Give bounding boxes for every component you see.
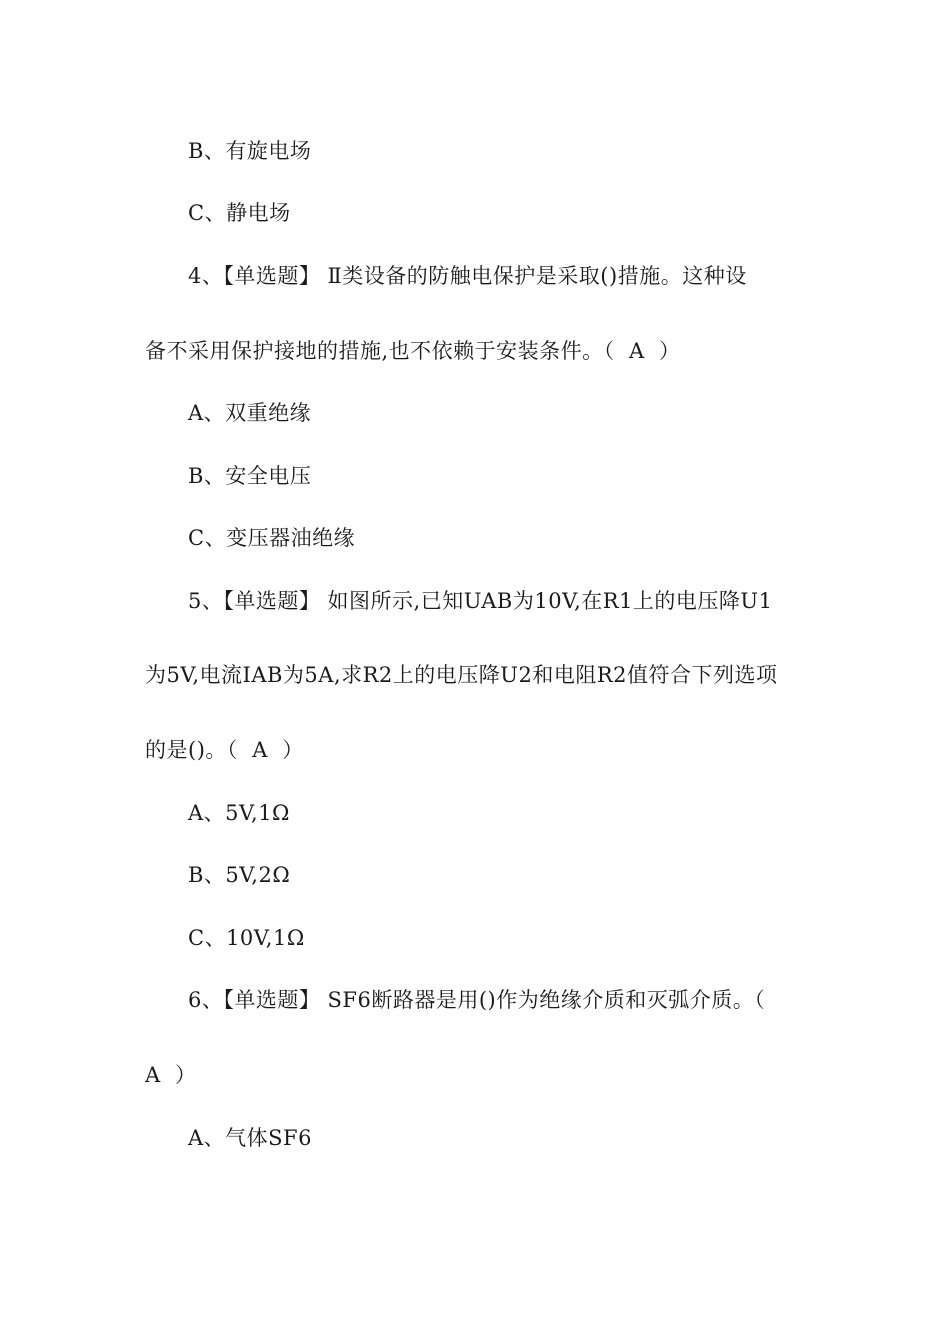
q3-option-c: C、静电场: [188, 201, 291, 225]
q5-stem-line-3: 的是()。（ A ）: [145, 738, 304, 762]
q5-option-b: B、5V,2Ω: [188, 863, 291, 887]
q4-stem-line-1: 4、【单选题】 Ⅱ类设备的防触电保护是采取()措施。这种设: [188, 264, 747, 288]
q3-option-b: B、有旋电场: [188, 139, 312, 163]
q4-option-c: C、变压器油绝缘: [188, 526, 356, 550]
q4-stem-line-2: 备不采用保护接地的措施,也不依赖于安装条件。（ A ）: [145, 339, 681, 363]
q5-stem-line-2: 为5V,电流IAB为5A,求R2上的电压降U2和电阻R2值符合下列选项: [145, 663, 778, 687]
q6-option-a: A、气体SF6: [188, 1126, 312, 1150]
q4-option-b: B、安全电压: [188, 464, 312, 488]
q5-stem-line-1: 5、【单选题】 如图所示,已知UAB为10V,在R1上的电压降U1: [188, 589, 773, 613]
q5-option-c: C、10V,1Ω: [188, 926, 305, 950]
q6-stem-line-2: A ）: [145, 1063, 197, 1087]
q4-option-a: A、双重绝缘: [188, 401, 312, 425]
q6-stem-line-1: 6、【单选题】 SF6断路器是用()作为绝缘介质和灭弧介质。（: [188, 988, 766, 1012]
q5-option-a: A、5V,1Ω: [188, 801, 290, 825]
